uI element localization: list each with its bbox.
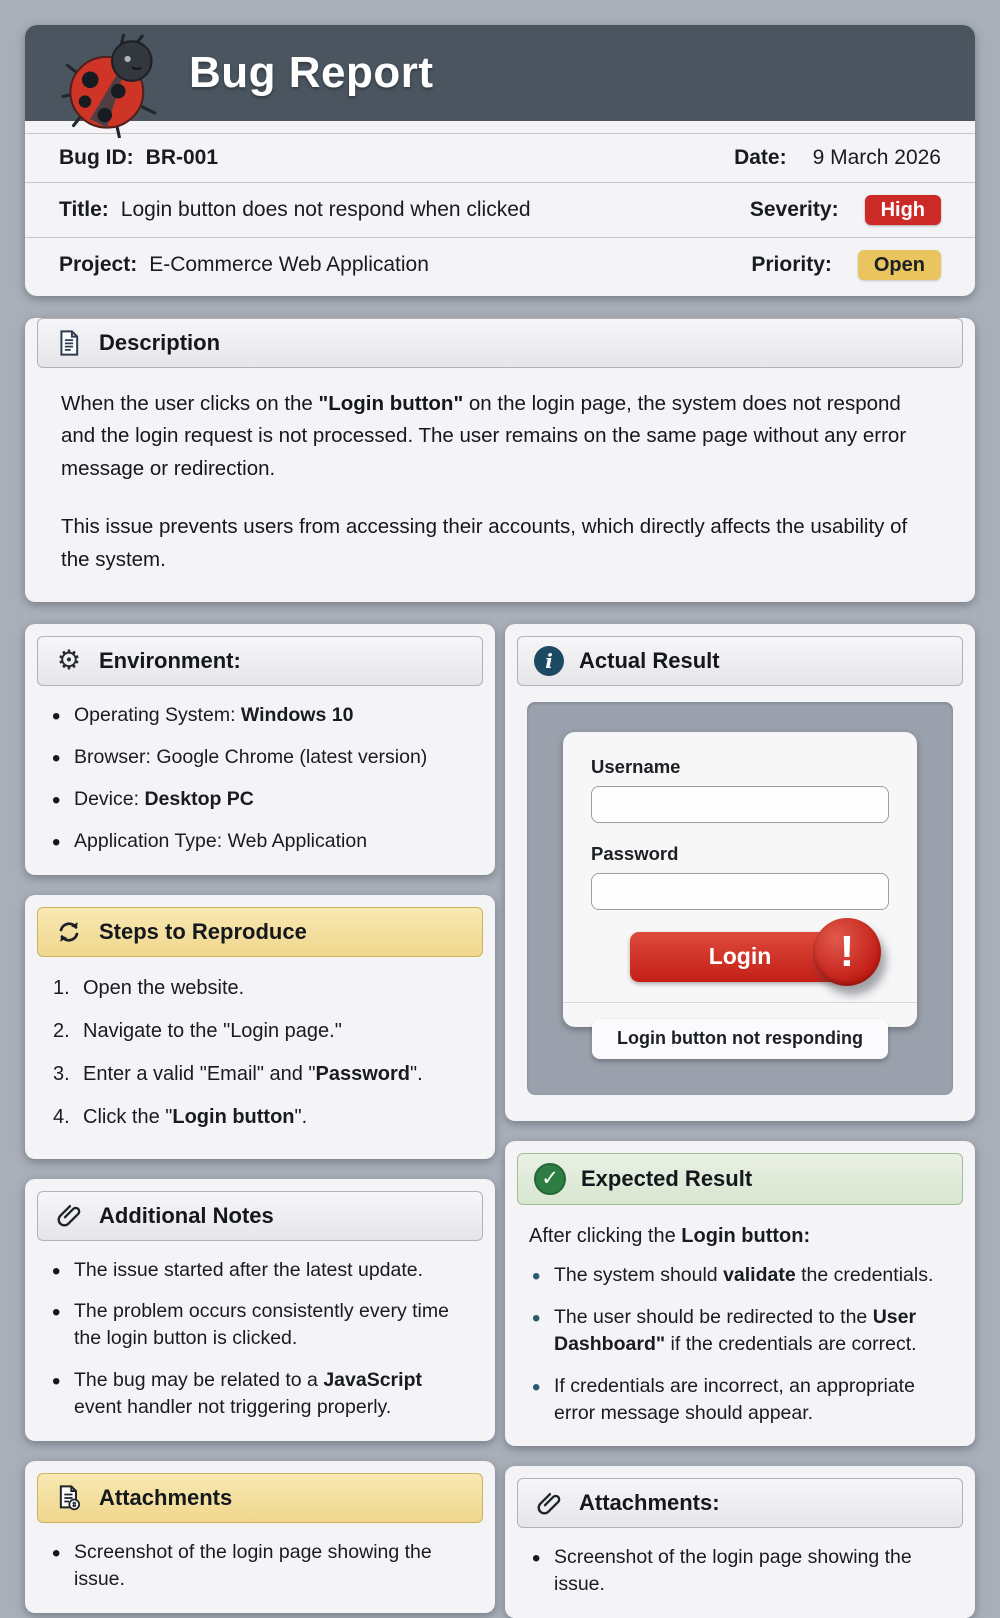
- expected-result-section: [505, 1141, 975, 1447]
- severity-label: Severity:: [749, 198, 839, 221]
- description-paragraph: This issue prevents users from accessing their accounts, which directly affects the usability of the system.: [61, 515, 908, 571]
- password-input[interactable]: [591, 873, 889, 910]
- attachments-right-header: [517, 1478, 963, 1528]
- steps-heading: Steps to Reproduce: [99, 918, 307, 944]
- expected-intro: After clicking the Login button:: [529, 1224, 811, 1247]
- header-meta: [25, 121, 975, 296]
- list-item: Enter a valid "Email" and "Password".: [83, 1062, 423, 1085]
- meta-row-project-priority: [25, 237, 975, 292]
- description-section: [25, 318, 975, 602]
- environment-heading: Environment:: [99, 647, 241, 673]
- description-heading: Description: [99, 330, 221, 355]
- expected-result-header: [517, 1153, 963, 1205]
- steps-list: [35, 975, 485, 1130]
- list-item: Navigate to the "Login page.": [83, 1019, 342, 1042]
- date-label: Date:: [734, 146, 787, 169]
- list-item: • Application Type: Web Application: [49, 828, 471, 855]
- severity-badge: High: [865, 195, 941, 225]
- description-header: [37, 318, 963, 368]
- list-item: • The issue started after the latest update.: [49, 1257, 471, 1284]
- document-icon: [54, 328, 84, 358]
- environment-list: [33, 702, 487, 855]
- username-label: Username: [591, 755, 681, 777]
- notes-list: [33, 1257, 487, 1422]
- left-column: [25, 624, 495, 1613]
- notes-heading: Additional Notes: [99, 1202, 274, 1228]
- mockup-divider: [563, 1002, 917, 1003]
- header-band: [25, 25, 975, 121]
- expected-result-heading: Expected Result: [581, 1165, 753, 1191]
- login-mockup-panel: [527, 702, 953, 1095]
- attachments-left-header: [37, 1473, 483, 1523]
- page-title: Bug Report: [189, 48, 434, 97]
- notes-header: [37, 1191, 483, 1241]
- environment-header: [37, 636, 483, 686]
- list-item: • The bug may be related to a JavaScript event handler not triggering properly.: [49, 1367, 471, 1421]
- list-item: • Operating System: Windows 10: [49, 702, 471, 729]
- header-card: [25, 25, 975, 296]
- mockup-caption: Login button not responding: [592, 1019, 887, 1059]
- title-label: Title:: [59, 198, 109, 221]
- username-input[interactable]: [591, 786, 889, 823]
- list-item: • Device: Desktop PC: [49, 786, 471, 813]
- document-attachment-icon: [54, 1483, 84, 1513]
- list-item: • If credentials are incorrect, an appropriate error message should appear.: [529, 1373, 951, 1427]
- info-icon: i: [534, 646, 564, 676]
- steps-header: [37, 907, 483, 957]
- list-item: Open the website.: [83, 976, 245, 999]
- actual-result-section: [505, 624, 975, 1121]
- description-body: [25, 374, 975, 580]
- priority-label: Priority:: [751, 253, 832, 276]
- list-item: • Screenshot of the login page showing the issue.: [529, 1544, 951, 1598]
- list-item: Click the "Login button".: [83, 1105, 308, 1128]
- attachments-left-section: [25, 1461, 495, 1613]
- expected-list: [513, 1262, 967, 1427]
- project-label: Project:: [59, 253, 138, 276]
- notes-section: [25, 1179, 495, 1442]
- title-value: Login button does not respond when clicked: [120, 198, 531, 221]
- meta-row-bugid-date: [25, 133, 975, 182]
- repeat-arrows-icon: [54, 917, 84, 947]
- right-column: [505, 624, 975, 1618]
- attachments-right-heading: Attachments:: [579, 1490, 720, 1516]
- attachments-left-list: [33, 1539, 487, 1593]
- paperclip-icon: [54, 1201, 84, 1231]
- steps-section: [25, 895, 495, 1159]
- meta-row-title-severity: [25, 182, 975, 237]
- exclamation-icon: !: [813, 918, 881, 986]
- paperclip-icon: [534, 1488, 564, 1518]
- gear-icon: ⚙: [56, 645, 82, 677]
- login-button[interactable]: Login: [630, 932, 850, 982]
- list-item: • The user should be redirected to the User Dashboard" if the credentials are correct.: [529, 1304, 951, 1358]
- attachments-left-heading: Attachments: [99, 1485, 233, 1511]
- attachments-right-section: [505, 1466, 975, 1618]
- list-item: • The problem occurs consistently every time the login button is clicked.: [49, 1298, 471, 1352]
- attachments-right-list: [513, 1544, 967, 1598]
- login-button-row: [595, 926, 885, 982]
- project-value: E-Commerce Web Application: [149, 253, 429, 276]
- priority-badge: Open: [858, 250, 941, 280]
- environment-section: [25, 624, 495, 875]
- date-value: 9 March 2026: [812, 146, 941, 169]
- description-paragraph: When the user clicks on the "Login button" on the login page, the system does not respond and the login request is not processed. The user remains on the same page without any error message or redirection.: [61, 392, 907, 480]
- actual-result-heading: Actual Result: [579, 647, 720, 673]
- login-mockup-card: [563, 732, 917, 1027]
- password-label: Password: [591, 842, 679, 864]
- list-item: • Browser: Google Chrome (latest version): [49, 744, 471, 771]
- content-columns: [25, 624, 975, 1618]
- list-item: • The system should validate the credentials.: [529, 1262, 951, 1289]
- check-icon: ✓: [534, 1163, 566, 1195]
- list-item: • Screenshot of the login page showing the issue.: [49, 1539, 471, 1593]
- actual-result-header: [517, 636, 963, 686]
- bug-id-label: Bug ID:: [59, 146, 134, 169]
- bug-id-value: BR-001: [145, 146, 219, 169]
- ladybug-icon: [59, 34, 163, 138]
